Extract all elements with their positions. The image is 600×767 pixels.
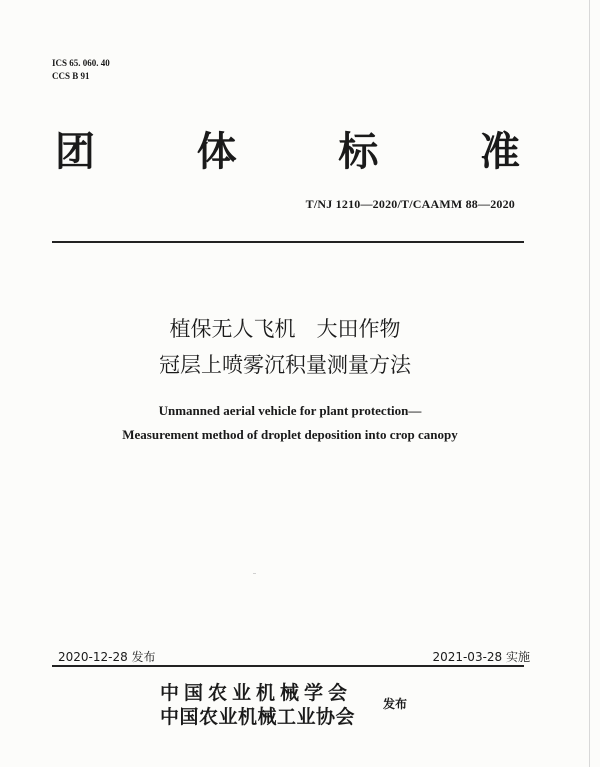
bottom-divider xyxy=(52,665,524,667)
page-edge xyxy=(589,0,590,767)
category-char: 标 xyxy=(338,129,379,175)
scan-speck xyxy=(253,573,256,574)
category-char: 准 xyxy=(479,129,520,175)
chinese-title-line-1: 植保无人飞机 大田作物 xyxy=(169,317,401,341)
standard-category-heading xyxy=(55,128,520,176)
chinese-title-line-2: 冠层上喷雾沉积量测量方法 xyxy=(159,353,411,377)
category-char: 体 xyxy=(196,129,237,175)
classification-codes xyxy=(52,57,110,83)
publish-date: 2020-12-28 发布 xyxy=(58,650,156,664)
effective-date: 2021-03-28 实施 xyxy=(432,650,530,664)
ccs-code: CCS B 91 xyxy=(52,71,90,81)
publish-label: 发布 xyxy=(383,697,408,711)
english-title-line-1: Unmanned aerial vehicle for plant protection— xyxy=(158,403,422,418)
top-divider xyxy=(52,241,524,243)
issuer-org-2: 中国农业机械工业协会 xyxy=(160,706,356,728)
category-char: 团 xyxy=(55,129,95,175)
issuer-org-1: 中国农业机械学会 xyxy=(160,682,353,704)
standard-number: T/NJ 1210—2020/T/CAAMM 88—2020 xyxy=(305,197,515,211)
ics-code: ICS 65. 060. 40 xyxy=(52,58,110,68)
english-title-line-2: Measurement method of droplet deposition into crop canopy xyxy=(122,427,458,442)
